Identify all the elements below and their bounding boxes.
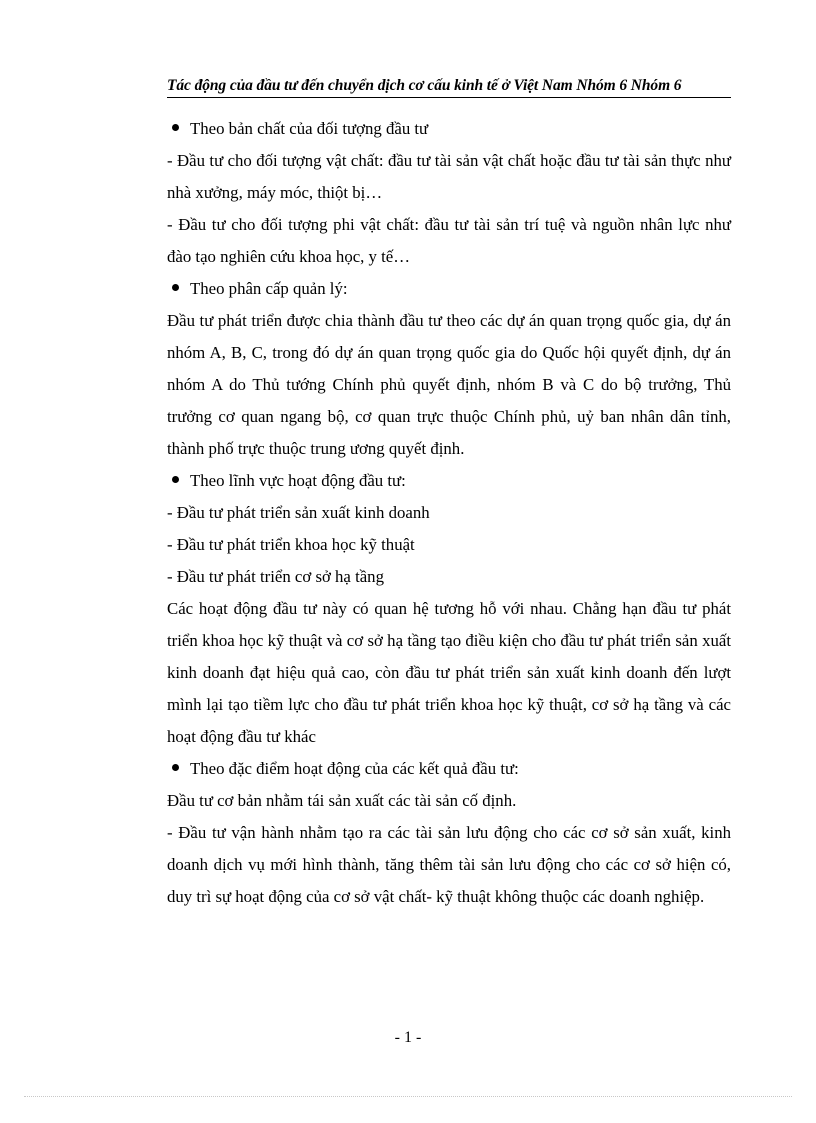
page-bottom-divider [24,1096,792,1097]
paragraph: - Đầu tư cho đối tượng phi vật chất: đầu tư tài sản trí tuệ và nguồn nhân lực như đào tạo nghiên cứu khoa học, y tế… [167,215,731,266]
bullet-text: Theo lĩnh vực hoạt động đầu tư: [190,471,406,490]
bullet-icon [172,476,179,483]
bullet-item-management [167,273,731,305]
bullet-text: Theo phân cấp quản lý: [190,279,348,298]
bullet-icon [172,284,179,291]
bullet-text: Theo đặc điểm hoạt động của các kết quả đầu tư: [190,759,519,778]
paragraph: - Đầu tư phát triển khoa học kỹ thuật [167,535,415,554]
bullet-item-results [167,753,731,785]
bullet-icon [172,764,179,771]
paragraph: - Đầu tư cho đối tượng vật chất: đầu tư tài sản vật chất hoặc đầu tư tài sản thực như nhà xưởng, máy móc, thiột bị… [167,151,731,202]
page-number: - 1 - [394,1029,422,1046]
paragraph: - Đầu tư vận hành nhằm tạo ra các tài sản lưu động cho các cơ sở sản xuất, kinh doanh dịch vụ mới hình thành, tăng thêm tài sản lưu động cho các cơ sở hiện có, duy trì sự hoạt động của cơ sở vật chất- kỹ thuật không thuộc các doanh nghiệp. [167,823,731,906]
paragraph: - Đầu tư phát triển cơ sở hạ tầng [167,567,384,586]
paragraph: - Đầu tư phát triển sản xuất kinh doanh [167,503,430,522]
header-rule [167,97,731,98]
paragraph: Đầu tư cơ bản nhằm tái sản xuất các tài sản cố định. [167,791,517,810]
bullet-icon [172,124,179,131]
paragraph: Đầu tư phát triển được chia thành đầu tư theo các dự án quan trọng quốc gia, dự án nhóm A, B, C, trong đó dự án quan trọng quốc gia do Quốc hội quyết định, dự án nhóm A do Thủ tướng Chính phủ quyết định, nhóm B và C do bộ trưởng, Thủ trưởng cơ quan ngang bộ, cơ quan trực thuộc Chính phủ, uỷ ban nhân dân tỉnh, thành phố trực thuộc trung ương quyết định. [167,311,731,458]
document-body [167,113,731,913]
bullet-item-field [167,465,731,497]
page-header-title: Tác động của đầu tư đến chuyển dịch cơ cấu kinh tế ở Việt Nam Nhóm 6 Nhóm 6 [167,77,682,94]
bullet-text: Theo bản chất của đối tượng đầu tư [190,119,429,138]
bullet-item-nature [167,113,731,145]
paragraph: Các hoạt động đầu tư này có quan hệ tương hỗ với nhau. Chẳng hạn đầu tư phát triển khoa học kỹ thuật và cơ sở hạ tầng tạo điều kiện cho đầu tư phát triển sản xuất kinh doanh đạt hiệu quả cao, còn đầu tư phát triển sản xuất kinh doanh đến lượt mình lại tạo tiềm lực cho đầu tư phát triển khoa học kỹ thuật, cơ sở hạ tầng và các hoạt động đầu tư khác [167,599,731,746]
